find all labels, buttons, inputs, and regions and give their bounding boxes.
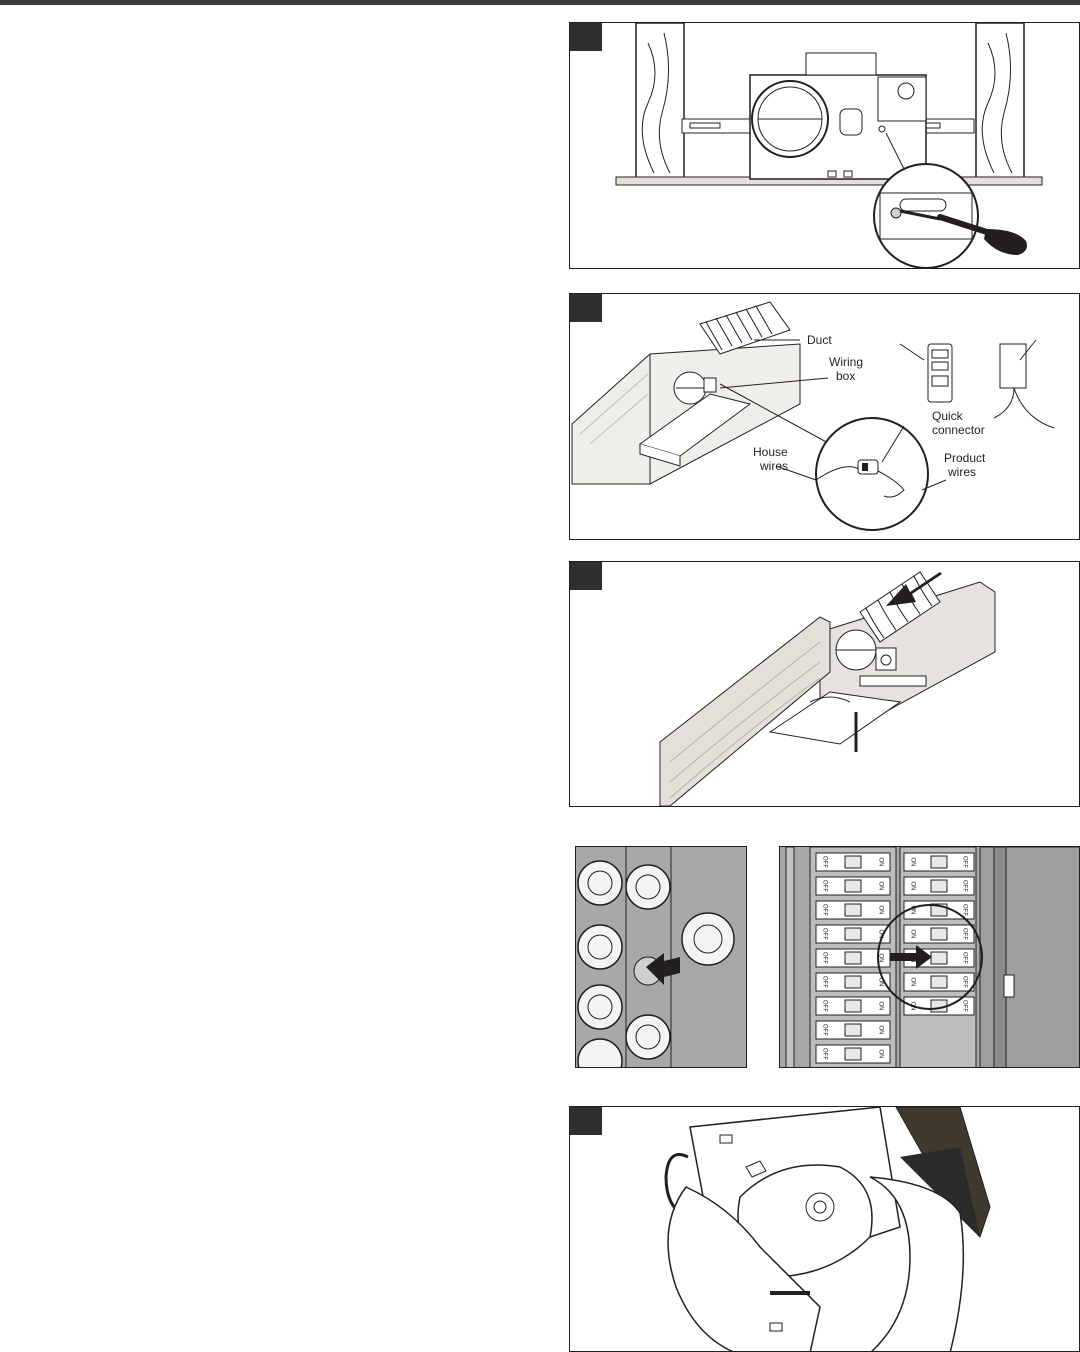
breaker-state-label: OFF xyxy=(821,928,828,940)
breaker-state-label: ON xyxy=(877,977,884,987)
breaker-illustration xyxy=(780,847,1080,1068)
breaker-state-label: ON xyxy=(877,1001,884,1011)
breaker-switch xyxy=(904,925,974,943)
breaker-state-label: ON xyxy=(909,857,916,867)
breaker-switch xyxy=(816,925,890,943)
breaker-state-label: OFF xyxy=(821,904,828,916)
breaker-switch xyxy=(816,973,890,991)
breaker-switch xyxy=(904,973,974,991)
breaker-state-label: OFF xyxy=(961,904,968,916)
breaker-state-label: OFF xyxy=(821,856,828,868)
breaker-state-label: OFF xyxy=(961,928,968,940)
breaker-switch xyxy=(816,1021,890,1039)
breaker-state-label: ON xyxy=(877,929,884,939)
breaker-state-label: ON xyxy=(877,857,884,867)
breaker-state-label: OFF xyxy=(821,976,828,988)
breaker-state-label: OFF xyxy=(821,880,828,892)
figure-4-breaker-panel xyxy=(779,846,1080,1068)
step-number-badge xyxy=(570,562,602,590)
figure-5-housing-hands xyxy=(569,1106,1080,1352)
wiring-illustration xyxy=(570,294,1080,540)
step-number-badge xyxy=(570,23,602,51)
label-quick-connector-line1: Quick xyxy=(932,409,963,423)
breaker-state-label: OFF xyxy=(961,976,968,988)
mounting-illustration xyxy=(570,23,1080,269)
label-house-wires-line2: wires xyxy=(760,459,789,473)
breaker-state-label: OFF xyxy=(821,1000,828,1012)
label-quick-connector-line2: connector xyxy=(932,423,985,437)
duct-illustration xyxy=(570,562,1080,807)
label-wiring-box-line1: Wiring xyxy=(829,355,864,369)
fuse-illustration xyxy=(576,847,747,1068)
breaker-switch xyxy=(816,877,890,895)
breaker-state-label: ON xyxy=(877,905,884,915)
housing-hands-illustration xyxy=(570,1107,1080,1352)
figure-4-fuse-panel xyxy=(575,846,747,1068)
breaker-state-label: OFF xyxy=(961,856,968,868)
figure-2-wiring xyxy=(569,293,1080,540)
breaker-column-right xyxy=(904,853,974,1015)
breaker-state-label: ON xyxy=(909,905,916,915)
step-number-badge xyxy=(570,294,602,322)
breaker-state-label: ON xyxy=(909,1001,916,1011)
label-product-wires-line2: wires xyxy=(948,465,977,479)
breaker-state-label: ON xyxy=(877,1025,884,1035)
breaker-state-label: ON xyxy=(877,953,884,963)
breaker-state-label: ON xyxy=(909,977,916,987)
label-wiring-box-line2: box xyxy=(836,369,856,383)
breaker-state-label: OFF xyxy=(961,1000,968,1012)
page-top-rule xyxy=(0,0,1080,5)
breaker-state-label: ON xyxy=(909,881,916,891)
breaker-state-label: OFF xyxy=(821,1024,828,1036)
breaker-switch xyxy=(904,877,974,895)
breaker-state-label: OFF xyxy=(821,952,828,964)
label-product-wires-line1: Product xyxy=(944,451,986,465)
breaker-state-label: OFF xyxy=(961,880,968,892)
breaker-switch xyxy=(904,853,974,871)
breaker-state-label: OFF xyxy=(961,952,968,964)
label-duct: Duct xyxy=(807,333,832,347)
breaker-state-label: ON xyxy=(909,929,916,939)
figure-3-duct-connection xyxy=(569,561,1080,807)
label-house-wires-line1: House xyxy=(753,445,788,459)
breaker-switch xyxy=(816,901,890,919)
breaker-state-label: ON xyxy=(877,881,884,891)
breaker-switch xyxy=(816,853,890,871)
breaker-state-label: ON xyxy=(877,1049,884,1059)
breaker-switch xyxy=(816,997,890,1015)
figure-1-mounting xyxy=(569,22,1080,269)
breaker-switch xyxy=(816,1045,890,1063)
step-number-badge xyxy=(570,1107,602,1135)
breaker-state-label: OFF xyxy=(821,1048,828,1060)
